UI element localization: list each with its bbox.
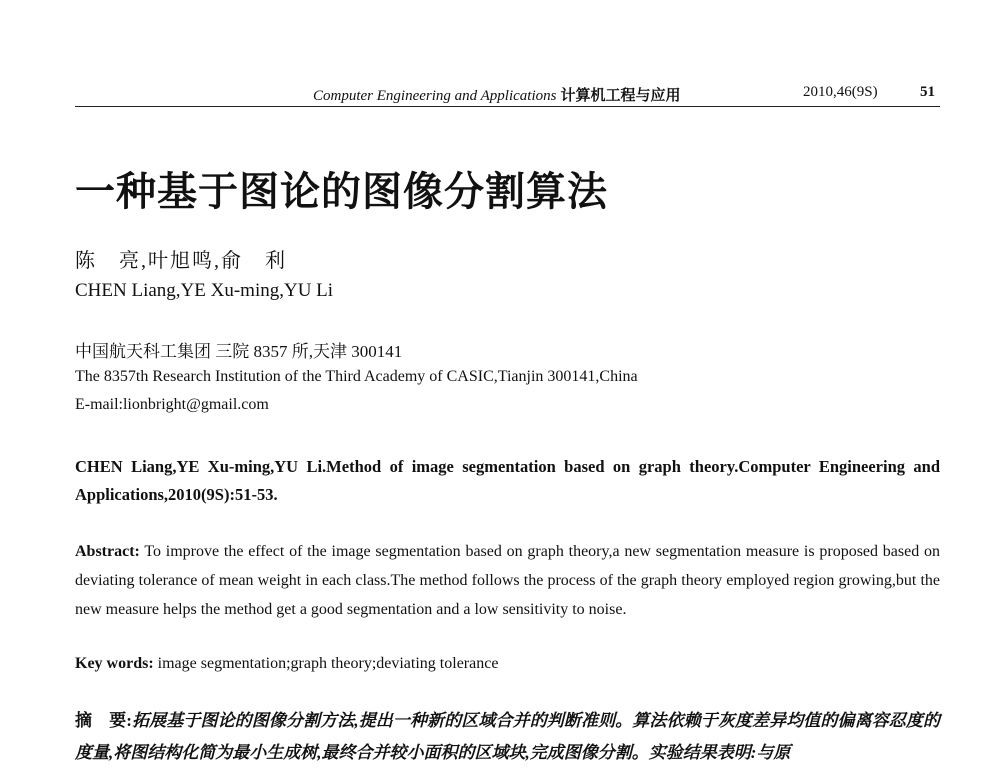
authors-en: CHEN Liang,YE Xu-ming,YU Li	[75, 280, 334, 301]
page-number: 51	[920, 84, 935, 100]
keywords-text: image segmentation;graph theory;deviating tolerance	[157, 655, 499, 672]
issue-info: 2010,46(9S)	[803, 84, 878, 100]
abstract-label: Abstract:	[75, 543, 140, 560]
keywords-label: Key words:	[75, 655, 154, 672]
abstract-cn-text: 拓展基于图论的图像分割方法,提出一种新的区域合并的判断准则。算法依赖于灰度差异均值的偏离容忍度的度量,将图结构化简为最小生成树,最终合并较小面积的区域块,完成图像分割。实验结果表明:与原	[75, 711, 940, 762]
paper-title: 一种基于图论的图像分割算法	[75, 169, 608, 214]
header-rule	[75, 106, 940, 107]
affiliation-en: The 8357th Research Institution of the Third Academy of CASIC,Tianjin 300141,China	[75, 368, 638, 385]
abstract-text: To improve the effect of the image segmentation based on graph theory,a new segmentation measure is proposed based on deviating tolerance of mean weight in each class.The method follows the process of the graph theory employed region growing,but the new measure helps the method get a good segmentation and a low sensitivity to noise.	[75, 543, 940, 618]
keywords-en	[75, 655, 940, 673]
journal-name-en: Computer Engineering and Applications	[313, 88, 557, 104]
abstract-cn-label: 摘 要:	[75, 711, 132, 730]
abstract-cn	[75, 705, 940, 769]
running-header-journal	[313, 84, 680, 105]
authors-cn: 陈 亮,叶旭鸣,俞 利	[75, 250, 287, 272]
author-email: E-mail:lionbright@gmail.com	[75, 396, 269, 413]
citation: CHEN Liang,YE Xu-ming,YU Li.Method of image segmentation based on graph theory.Computer Engineering and Applications,2010(9S):51-53.	[75, 457, 940, 504]
affiliation-cn: 中国航天科工集团 三院 8357 所,天津 300141	[75, 342, 403, 361]
abstract-en	[75, 537, 940, 624]
journal-name-cn: 计算机工程与应用	[560, 88, 681, 104]
